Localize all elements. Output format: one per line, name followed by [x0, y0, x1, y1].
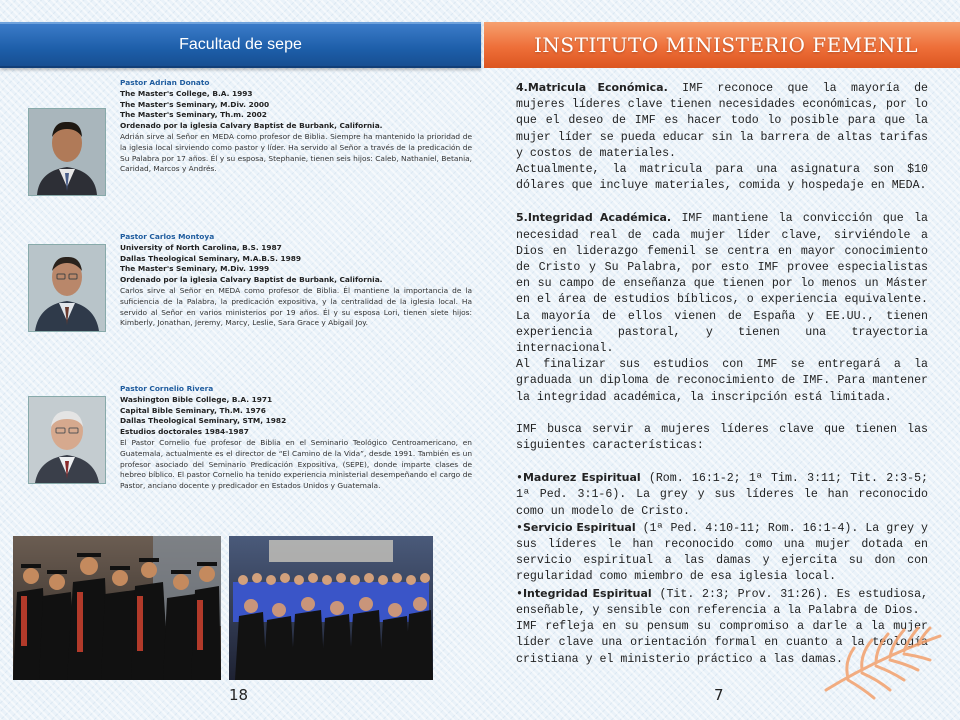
institute-header-title: INSTITUTO MINISTERIO FEMENIL [534, 33, 918, 57]
institute-header [484, 22, 960, 68]
faculty-credential: The Master's Seminary, Th.m. 2002 [120, 110, 267, 120]
section-body: IMF mantiene la convicción que la necesidad real de cada mujer líder clave, sirviéndole a Dios en liderazgo femenil se centra en mayor conocimiento de Cristo y Su Palabra, por esto IMF provee especialistas en su campo de enseñanza que tienen por lo menos un Máster en el área de estudios bíblicos, o experiencia equivalente. La mayoría de ellos vienen de España y EE.UU., tienen experiencia pastoral, y tienen una trayectoria internacional. [516, 212, 928, 356]
faculty-credential: Dallas Theological Seminary, M.A.B.S. 1989 [120, 253, 302, 263]
diploma-paragraph: Al finalizar sus estudios con IMF se entregará a la graduada un diploma de reconocimiento de IMF. Para mantener la integridad académica, la inscripción está limitada. [516, 358, 928, 404]
faculty-credential: University of North Carolina, B.S. 1987 [120, 242, 282, 252]
characteristic-text: (Tit. 2:3; Prov. 31:26). Es estudiosa, enseñable, y sensible con referencia a la Palabra de Dios. [516, 587, 928, 617]
faculty-bio-rivera [120, 384, 472, 492]
faculty-credential: Dallas Theological Seminary, STM, 1982 [120, 416, 287, 426]
faculty-credential: Ordenado por la iglesia Calvary Baptist de Burbank, California. [120, 275, 383, 285]
faculty-photo-donato [28, 108, 106, 196]
page-number-left: 18 [229, 686, 249, 704]
faculty-credential: Ordenado por la iglesia Calvary Baptist de Burbank, California. [120, 121, 383, 131]
characteristic-text: (Rom. 16:1-2; 1ª Tim. 3:11; Tit. 2:3-5; 1ª Ped. 3:1-6). La grey y sus líderes le han reconocido como un modelo de Cristo. [516, 472, 928, 518]
characteristic-item: •Madurez Espiritual (Rom. 16:1-2; 1ª Tim. 3:11; Tit. 2:3-5; 1ª Ped. 3:1-6). La grey y sus líderes le han reconocido como un modelo de Cristo. [516, 471, 928, 518]
faculty-credential: The Master's Seminary, M.Div. 1999 [120, 264, 270, 274]
graduation-photo-faculty [13, 536, 221, 680]
characteristic-label: Integridad Espiritual [522, 586, 652, 600]
characteristics-intro: IMF busca servir a mujeres líderes clave que tienen las siguientes características: [516, 422, 928, 453]
faculty-description: El Pastor Cornelio fue profesor de Biblia en el Seminario Teológico Centroamericano, en Guatemala, actualmente es el director de “El Camino de la Vida”, desde 1991. También es un profesor asociado del Seminario Predicación Expositiva, (SEPE), donde imparte clases de hebreo bíblico. El pastor Cornelio ha tenido experiencia ministerial desempeñando el cargo de Pastor, anciano docente y predicador en Estados Unidos y Guatemala. [120, 437, 472, 491]
faculty-description: Carlos sirve al Señor en MEDA como profesor de Biblia. Él mantiene la importancia de la suficiencia de la Palabra, la predicación expositiva, y la centralidad de la iglesia local. Ha servido al Señor en varios ministerios por 19 años. Él y su esposa Lori, tienen siete hijos: Kimberly, Jonathan, Jeremy, Marcy, Leslie, Sara Grace y Abigail Joy. [120, 285, 472, 328]
faculty-credential: The Master's Seminary, M.Div. 2000 [120, 99, 270, 109]
section-title: 4.Matricula Económica. [516, 81, 668, 94]
faculty-description: Adrián sirve al Señor en MEDA como profesor de Biblia. Siempre ha mantenido la prioridad de la iglesia local sirviendo como pastor y líder. Ha servido al Señor a través de la predicación de Su Palabra por 17 años. Él y su esposa, Stephanie, tienen seis hijos: Caleb, Nathaniel, Betania, Caridad, Marcos y Andrés. [120, 131, 472, 174]
faculty-name: Pastor Adrian Donato [120, 78, 210, 87]
palm-leaf-decoration-icon [818, 618, 948, 708]
graduation-photo-graduates [229, 536, 433, 680]
faculty-bio-montoya [120, 232, 472, 329]
faculty-name: Pastor Carlos Montoya [120, 232, 215, 241]
faculty-header-title: Facultad de sepe [179, 36, 302, 53]
tuition-cost-paragraph: Actualmente, la matricula para una asignatura son $10 dólares que incluye materiales, comida y hospedaje en MEDA. [516, 163, 928, 193]
characteristic-label: Servicio Espiritual [522, 520, 636, 534]
institute-content [516, 80, 928, 668]
characteristic-text: (1ª Ped. 4:10-11; Rom. 16:1-4). La grey y sus líderes le han reconocido como una mujer dotada en servicio espiritual a las damas y ejercita su don con regularidad como miembro de esa iglesia local. [516, 521, 928, 584]
faculty-photo-montoya [28, 244, 106, 332]
faculty-credential: The Master's College, B.A. 1993 [120, 88, 253, 98]
section-academic-integrity [516, 210, 928, 357]
characteristic-item: •Servicio Espiritual (1ª Ped. 4:10-11; Rom. 16:1-4). La grey y sus líderes le han reconocido como una mujer dotada en servicio espiritual a las damas y ejercita su don con regularidad como miembro de esa iglesia local. [516, 520, 928, 584]
faculty-bio-donato [120, 78, 472, 175]
faculty-credential: Washington Bible College, B.A. 1971 [120, 394, 273, 404]
faculty-header [0, 22, 481, 68]
characteristic-label: Madurez Espiritual [522, 471, 641, 485]
faculty-photo-rivera [28, 396, 106, 484]
section-title: 5.Integridad Académica. [516, 211, 672, 225]
section-economic-tuition [516, 80, 928, 162]
characteristic-item: •Integridad Espiritual (Tit. 2:3; Prov. 31:26). Es estudiosa, enseñable, y sensible con referencia a la Palabra de Dios. [516, 586, 928, 617]
page-number-right: 7 [714, 686, 724, 704]
faculty-credential: Capital Bible Seminary, Th.M. 1976 [120, 405, 266, 415]
faculty-credential: Estudios doctorales 1984-1987 [120, 427, 249, 437]
closing-paragraph: IMF refleja en su pensum su compromiso a darle a la mujer líder clave una orientación formal en cuanto a la teología cristiana y el ministerio práctico a las damas. [516, 620, 928, 666]
faculty-name: Pastor Cornelio Rivera [120, 384, 214, 393]
section-body: IMF reconoce que la mayoría de mujeres líderes clave tienen necesidades económicas, por lo que el deseo de IMF es hacer todo lo posible para que la mujer líder se pueda educar sin la barrera de altas tarifas y costos de materiales. [516, 82, 928, 160]
